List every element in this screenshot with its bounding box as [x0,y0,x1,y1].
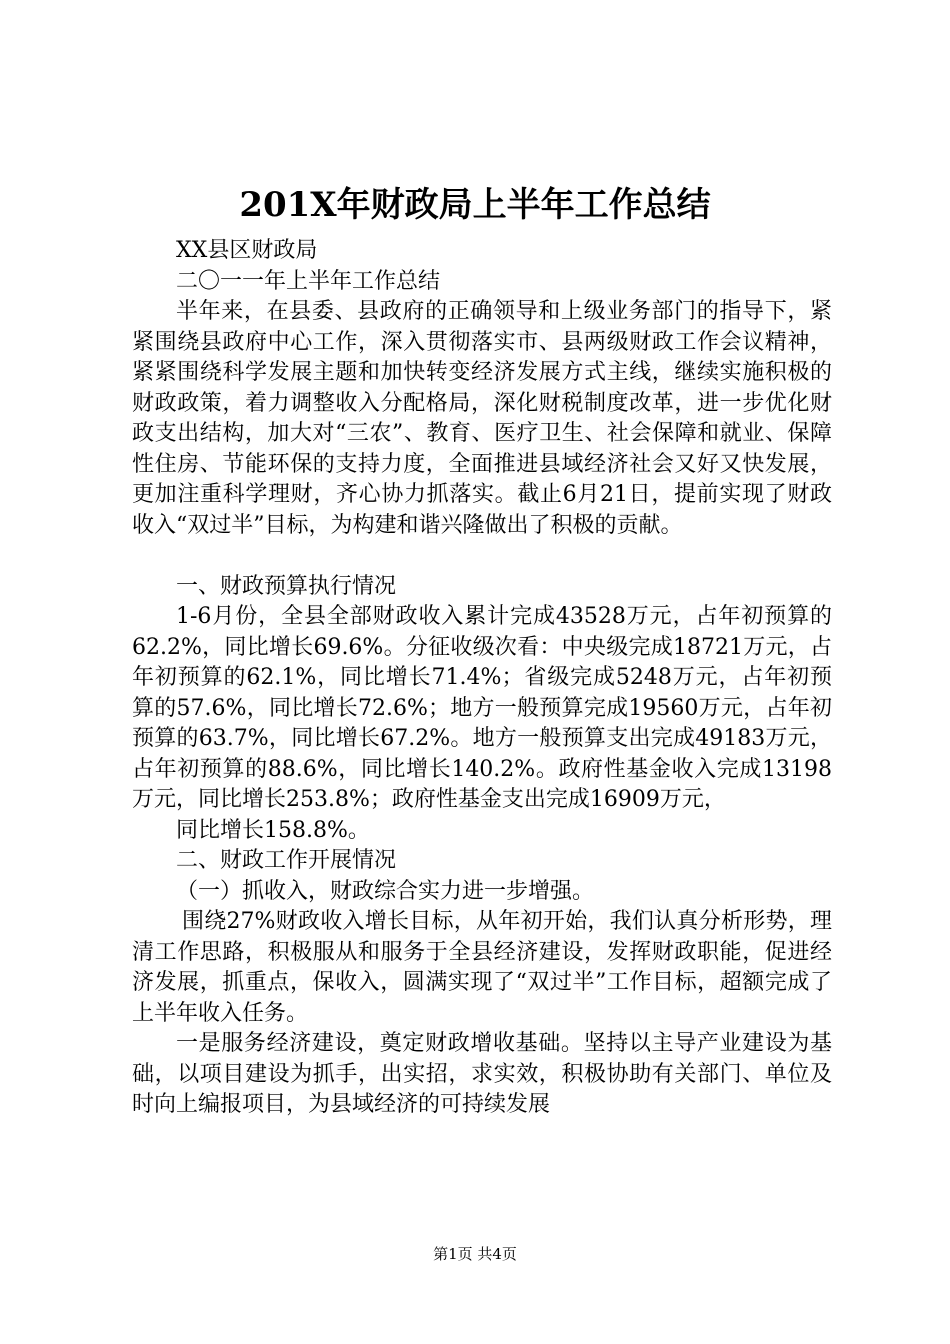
service-paragraph: 一是服务经济建设，奠定财政增收基础。坚持以主导产业建设为基础，以项目建设为抓手，出实招，求实效，积极协助有关部门、单位及时向上编报项目，为县域经济的可持续发展 [132,1031,832,1117]
subtitle-line: 二〇一一年上半年工作总结 [176,268,441,294]
section-heading-2: 二、财政工作开展情况 [176,848,397,873]
issuer-line: XX县区财政局 [176,238,318,263]
intro-paragraph: 半年来，在县委、县政府的正确领导和上级业务部门的指导下，紧紧围绕县政府中心工作，深入贯彻落实市、县两级财政工作会议精神，紧紧围绕科学发展主题和加快转变经济发展方式主线，继续实施积极的财政政策，着力调整收入分配格局，深化财税制度改革，进一步优化财政支出结构，加大对“三农”、教育、医疗卫生、社会保障和就业、保障性住房、节能环保的支持力度，全面推进县域经济社会又好又快发展，更加注重科学理财，齐心协力抓落实。截止6月21日，提前实现了财政收入“双过半”目标，为构建和谐兴隆做出了积极的贡献。 [132,299,832,538]
budget-paragraph-cont: 同比增长158.8%。 [176,817,370,843]
section-heading-1: 一、财政预算执行情况 [176,573,397,599]
document-title: 201X年财政局上半年工作总结 [239,185,711,225]
budget-paragraph: 1-6月份，全县全部财政收入累计完成43528万元，占年初预算的62.2%，同比增长69.6%。分征收级次看：中央级完成18721万元，占年初预算的62.1%，同比增长71.4%；省级完成5248万元，占年初预算的57.6%，同比增长72.6%；地方一般预算完成19560万元，占年初预算的63.7%，同比增长67.2%。地方一般预算支出完成49183万元，占年初预算的88.6%，同比增长140.2%。政府性基金收入完成13198万元，同比增长253.8%；政府性基金支出完成16909万元， [132,604,832,812]
document-body [132,236,832,1121]
subsection-heading-1: （一）抓收入，财政综合实力进一步增强。 [176,878,595,904]
revenue-paragraph: 围绕27%财政收入增长目标，从年初开始，我们认真分析形势，理清工作思路，积极服从和服务于全县经济建设，发挥财政职能，促进经济发展，抓重点，保收入，圆满实现了“双过半”工作目标，超额完成了上半年收入任务。 [132,909,832,1026]
page-number-footer: 第1页 共4页 [433,1245,517,1263]
